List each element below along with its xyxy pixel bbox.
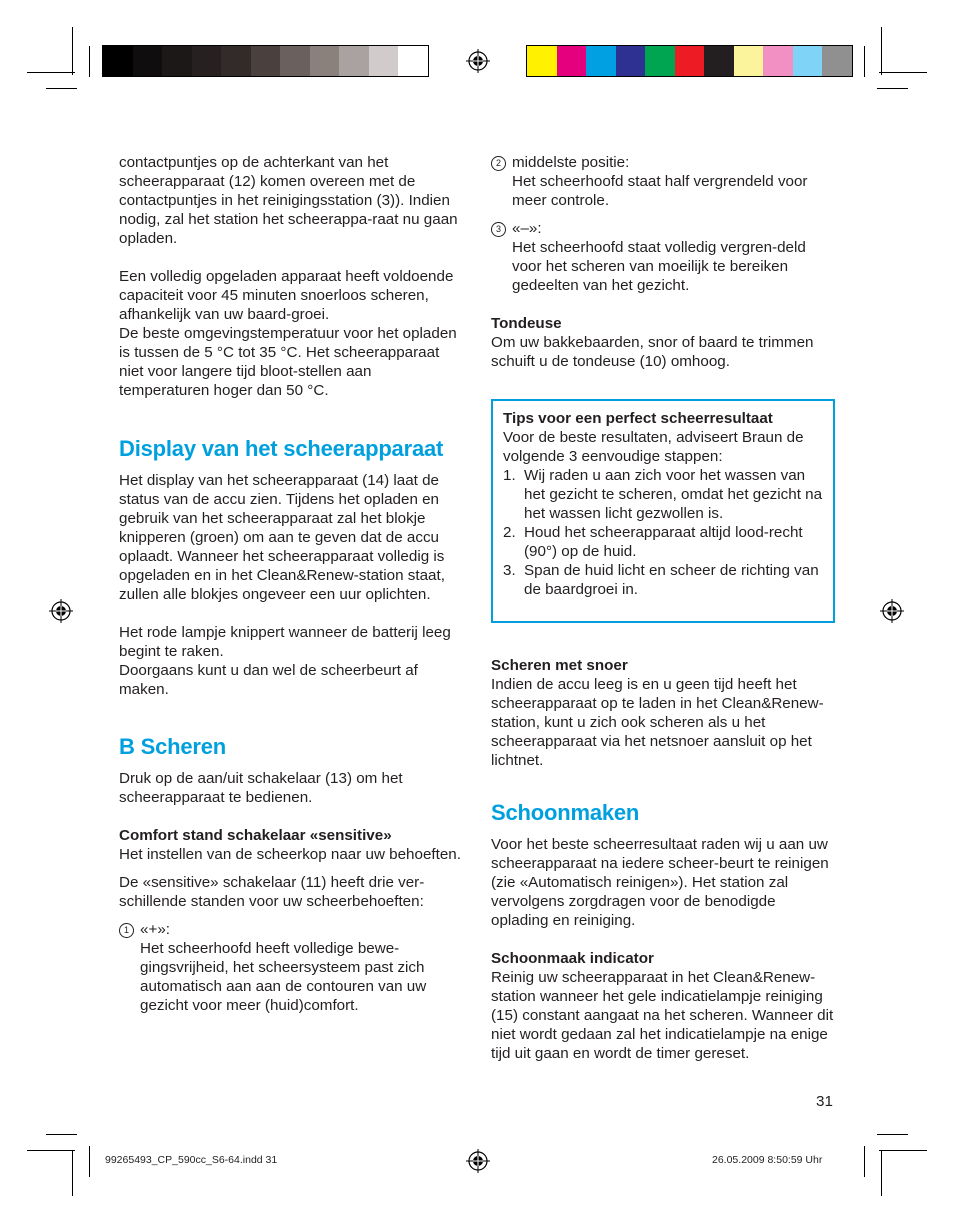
circled-number-1-icon: 1 [119,923,134,938]
footer-timestamp: 26.05.2009 8:50:59 Uhr [712,1154,823,1166]
crop-mark [89,1146,90,1177]
color-swatch [369,46,399,76]
tips-list [503,466,823,599]
color-swatch [133,46,163,76]
page-number: 31 [816,1093,833,1110]
crop-mark [879,1150,927,1151]
color-swatch [645,46,675,76]
color-swatch [586,46,616,76]
color-swatch [162,46,192,76]
color-swatch [310,46,340,76]
position-description: Het scheerhoofd staat half vergrendeld voor meer controle. [512,173,808,209]
right-column [491,153,836,371]
paragraph: De beste omgevingstemperatuur voor het opladen is tussen de 5 °C tot 35 °C. Het scheerapparaat niet voor langere tijd bloot-stellen aan temperaturen hoger dan 50 °C. [119,325,457,399]
section-heading-scheren: B Scheren [119,734,227,759]
process-color-bar [526,45,853,77]
crop-mark [89,46,90,77]
paragraph: Het rode lampje knippert wanneer de batterij leeg begint te raken. [119,624,451,660]
crop-mark [877,88,908,89]
crop-mark [864,1146,865,1177]
left-column [119,153,464,1015]
paragraph: Druk op de aan/uit schakelaar (13) om het scheerapparaat te bedienen. [119,770,403,806]
color-swatch [616,46,646,76]
color-swatch [103,46,133,76]
registration-mark-icon [49,599,73,623]
paragraph: Reinig uw scheerapparaat in het Clean&Renew-station wanneer het gele indicatielampje reiniging (15) constant aangaat na het scheren. Wanneer dit niet wordt gedaan zal het indicatielampje na enige tijd uit gaan en wordt de timer gereset. [491,969,834,1062]
list-item [503,523,823,561]
tips-intro: Voor de beste resultaten, adviseert Braun de volgende 3 eenvoudige stappen: [503,429,804,465]
list-text: Wij raden u aan zich voor het wassen van het gezicht te scheren, omdat het gezicht na het wassen licht gezwollen is. [524,467,823,522]
crop-mark [881,1150,882,1196]
position-description: Het scheerhoofd heeft volledige bewe-gingsvrijheid, het scheersysteem past zich automatisch aan aan de contouren van uw gezicht voor meer (huid)comfort. [140,940,427,1014]
crop-mark [72,1150,73,1196]
crop-mark [881,27,882,75]
footer-file-info: 99265493_CP_590cc_S6-64.indd 31 [105,1154,278,1166]
paragraph: Voor het beste scheerresultaat raden wij u aan uw scheerapparaat na iedere scheer-beurt te reinigen (zie «Automatisch reinigen»). Het station zal vervolgens zorgdragen voor de benodigde oplading en reiniging. [491,836,829,929]
right-column-lower [491,656,836,1063]
paragraph: contactpuntjes op de achterkant van het scheerapparaat (12) komen overeen met de contactpuntjes in het reinigingsstation (3)). Indien nodig, zal het station het scheerappa-raat nu gaan opladen. [119,154,458,247]
crop-mark [879,72,927,73]
crop-mark [46,1134,77,1135]
list-number: 1. [503,467,516,484]
subheading-comfort-switch: Comfort stand schakelaar «sensitive» [119,827,392,844]
tips-box [491,399,835,623]
section-heading-schoonmaken: Schoonmaken [491,800,640,825]
registration-mark-icon [466,1149,490,1173]
color-swatch [280,46,310,76]
list-item-position-2 [491,153,836,172]
registration-mark-icon [880,599,904,623]
color-swatch [675,46,705,76]
list-text: Houd het scheerapparaat altijd lood-recht (90°) op de huid. [524,524,803,560]
paragraph: Doorgaans kunt u dan wel de scheerbeurt af maken. [119,662,418,698]
position-description: Het scheerhoofd staat volledig vergren-deld voor het scheren van moeilijk te bereiken gedeelten van het gezicht. [512,239,806,294]
position-label: «–»: [512,220,542,237]
section-heading-display: Display van het scheerapparaat [119,436,444,461]
list-item-position-1 [119,920,464,939]
crop-mark [27,1150,75,1151]
crop-mark [72,27,73,75]
color-swatch [793,46,823,76]
color-swatch [398,46,428,76]
list-item [503,561,823,599]
color-swatch [734,46,764,76]
list-text: Span de huid licht en scheer de richting van de baardgroei in. [524,562,819,598]
color-swatch [339,46,369,76]
registration-mark-icon [466,49,490,73]
crop-mark [27,72,75,73]
color-swatch [557,46,587,76]
grayscale-color-bar [102,45,429,77]
color-swatch [251,46,281,76]
list-item [503,466,823,523]
subheading-tondeuse: Tondeuse [491,315,562,332]
paragraph: Het instellen van de scheerkop naar uw behoeften. [119,846,461,863]
circled-number-3-icon: 3 [491,222,506,237]
paragraph: De «sensitive» schakelaar (11) heeft drie ver-schillende standen voor uw scheerbehoeften: [119,874,425,910]
tips-title: Tips voor een perfect scheerresultaat [503,410,773,427]
paragraph: Om uw bakkebaarden, snor of baard te trimmen schuift u de tondeuse (10) omhoog. [491,334,814,370]
color-swatch [221,46,251,76]
color-swatch [704,46,734,76]
subheading-schoonmaak-indicator: Schoonmaak indicator [491,950,654,967]
color-swatch [822,46,852,76]
crop-mark [864,46,865,77]
position-label: middelste positie: [512,154,630,171]
crop-mark [46,88,77,89]
paragraph: Een volledig opgeladen apparaat heeft voldoende capaciteit voor 45 minuten snoerloos scheren, afhankelijk van uw baard-groei. [119,268,454,323]
list-number: 3. [503,562,516,579]
paragraph: Het display van het scheerapparaat (14) laat de status van de accu zien. Tijdens het opladen en gebruik van het scheerapparaat zal het blokje knipperen (groen) om aan te geven dat de accu oplaadt. Wanneer het scheerapparaat volledig is opgeladen en in het Clean&Renew-station staat, zullen alle blokjes ongeveer een uur oplichten. [119,472,445,603]
paragraph: Indien de accu leeg is en u geen tijd heeft het scheerapparaat op te laden in het Clean&Renew-station, kunt u zich ook scheren als u het scheerapparaat via het netsnoer aansluit op het lichtnet. [491,676,824,769]
crop-mark [877,1134,908,1135]
subheading-scheren-met-snoer: Scheren met snoer [491,657,628,674]
list-item-position-3 [491,219,836,238]
color-swatch [763,46,793,76]
color-swatch [192,46,222,76]
circled-number-2-icon: 2 [491,156,506,171]
list-number: 2. [503,524,516,541]
position-label: «+»: [140,921,170,938]
color-swatch [527,46,557,76]
